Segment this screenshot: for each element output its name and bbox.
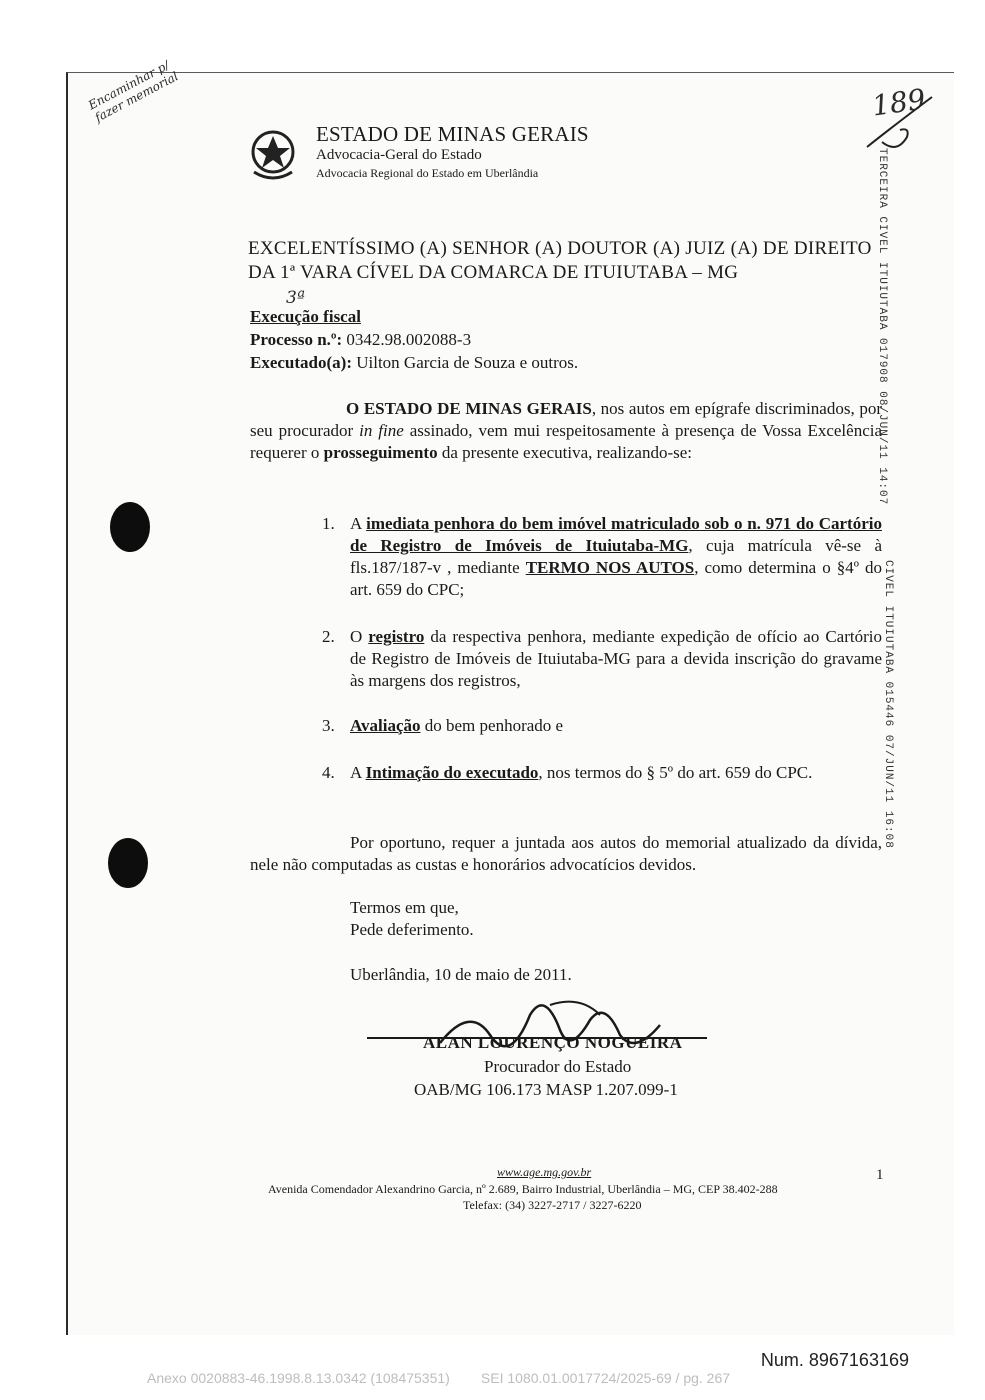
closing-line-1: Termos em que, — [350, 898, 459, 917]
executed-name: Uilton Garcia de Souza e outros. — [356, 353, 579, 372]
process-number: 0342.98.002088-3 — [346, 330, 472, 349]
annex-line: Anexo 0020883-46.1998.8.13.0342 (108475351) SEI 1080.01.0017724/2025-69 / pg. 267 — [147, 1370, 731, 1386]
footer-phone: Telefax: (34) 3227-2717 / 3227-6220 — [463, 1198, 642, 1212]
protocol-stamp-2: CÍVEL ITUIUTABA 015446 07/JUN/11 16:08 — [882, 560, 894, 849]
header-regional: Advocacia Regional do Estado em Uberlândia — [316, 166, 539, 180]
header-agency: Advocacia-Geral do Estado — [316, 147, 482, 163]
folio-number: 189 — [869, 82, 928, 123]
footer-address: Avenida Comendador Alexandrino Garcia, nº 2.689, Bairro Industrial, Uberlândia – MG, CEP 38.402-288 — [268, 1182, 778, 1196]
footer-url: www.age.mg.gov.br — [497, 1165, 592, 1179]
case-process — [250, 330, 471, 350]
coat-of-arms-icon — [248, 128, 298, 183]
case-executed — [250, 353, 578, 373]
punch-hole-top — [110, 502, 150, 552]
list-item: 4. A Intimação do executado, nos termos do § 5º do art. 659 do CPC. — [322, 763, 813, 782]
handwritten-signature — [430, 995, 670, 1065]
page-number: 1 — [876, 1167, 884, 1183]
handwritten-third: 3ª — [286, 288, 305, 308]
signature-oab: OAB/MG 106.173 MASP 1.207.099-1 — [414, 1080, 678, 1099]
executed-label: Executado(a): — [250, 353, 352, 372]
list-item: 1. A imediata penhora do bem imóvel matriculado sob o n. 971 do Cartório de Registro de Imóveis de Ituiutaba-MG, cuja matrícula vê-se à fls.187/187-v , mediante TERMO NOS AUTOS, como determina o §4º do art. 659 do CPC; — [322, 514, 882, 599]
handwritten-note: Encaminhar p/ fazer memorial — [86, 57, 181, 125]
memorial-paragraph: Por oportuno, requer a juntada aos autos do memorial atualizado da dívida, nele não computadas as custas e honorários advocatícios devidos. — [250, 833, 882, 874]
document-number: Num. 8967163169 — [760, 1350, 909, 1370]
punch-hole-bottom — [108, 838, 148, 888]
closing-date: Uberlândia, 10 de maio de 2011. — [350, 965, 572, 984]
protocol-stamp: TERCEIRA CÍVEL ITUIUTABA 017908 08/JUN/11 14:07 — [876, 148, 888, 506]
process-label: Processo n.º: — [250, 330, 343, 349]
addressee-line-2: DA 1ª VARA CÍVEL DA COMARCA DE ITUIUTABA – MG — [248, 262, 739, 283]
list-item: 2. O registro da respectiva penhora, mediante expedição de ofício ao Cartório de Registro de Imóveis de Ituiutaba-MG para a devida inscrição do gravame às margens dos registros, — [322, 627, 882, 690]
intro-paragraph: O ESTADO DE MINAS GERAIS, nos autos em epígrafe discriminados, por seu procurador in fine assinado, vem mui respeitosamente à presença de Vossa Excelência requerer o prosseguimento da presente executiva, realizando-se: — [250, 399, 883, 462]
case-type: Execução fiscal — [250, 307, 361, 326]
signature-name: ALAN LOURENÇO NOGUEIRA — [423, 1033, 683, 1052]
signature-role: Procurador do Estado — [484, 1057, 632, 1076]
closing-line-2: Pede deferimento. — [350, 920, 474, 939]
addressee-line-1: EXCELENTÍSSIMO (A) SENHOR (A) DOUTOR (A) JUIZ (A) DE DIREITO — [248, 238, 872, 259]
list-item: 3. Avaliação do bem penhorado e — [322, 716, 564, 735]
header-state: ESTADO DE MINAS GERAIS — [316, 122, 589, 146]
addressee — [248, 237, 888, 285]
